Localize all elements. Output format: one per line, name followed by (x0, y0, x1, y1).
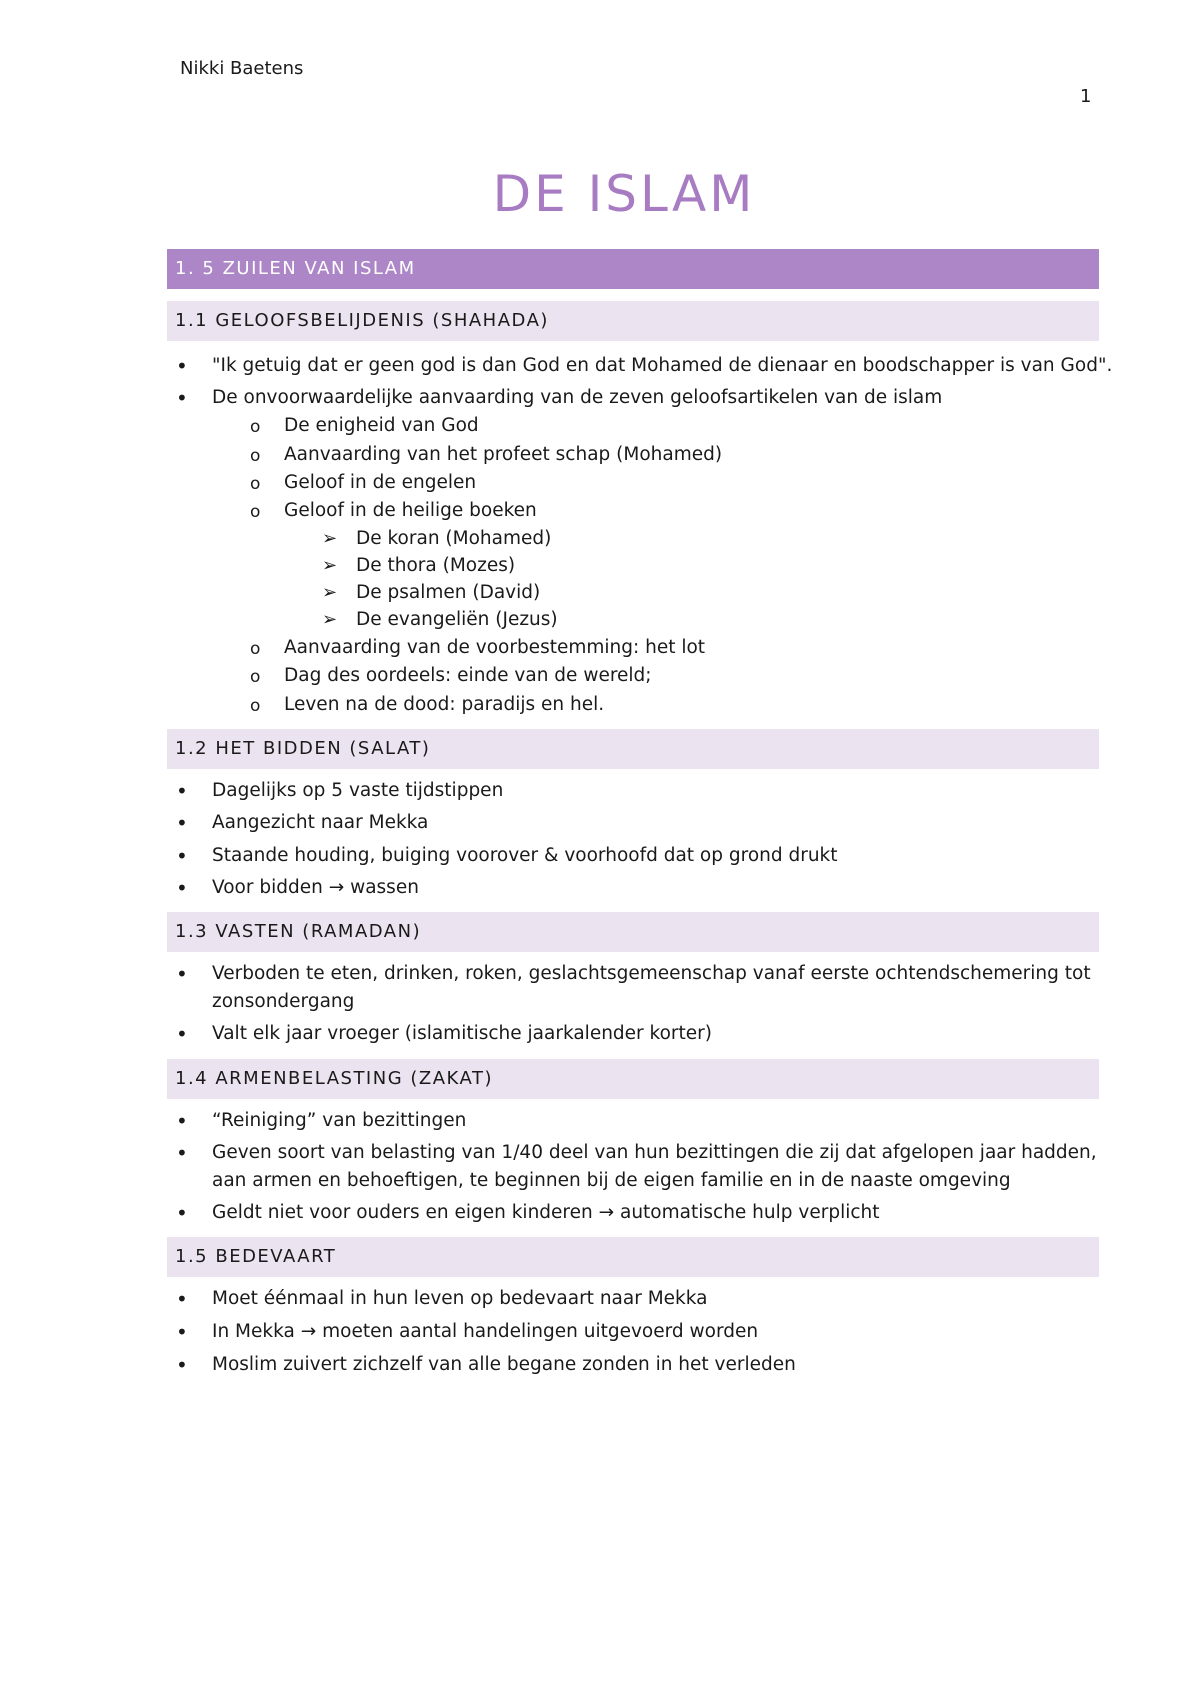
list-item: ➢ De psalmen (David) (356, 582, 540, 604)
list-item: • Valt elk jaar vroeger (islamitische jaarkalender korter) (212, 1023, 712, 1045)
list-item: o Geloof in de heilige boeken (284, 500, 537, 522)
list-item: • Geven soort van belasting van 1/40 deel van hun bezittingen die zij dat afgelopen jaar hadden, (212, 1142, 1097, 1164)
list-item: • Dagelijks op 5 vaste tijdstippen (212, 780, 503, 802)
list-item: • Voor bidden → wassen (212, 877, 419, 899)
list-item: • Staande houding, buiging voorover & voorhoofd dat op grond drukt (212, 845, 838, 867)
list-item: o Geloof in de engelen (284, 472, 476, 494)
section-heading-5-zuilen: 1. 5 ZUILEN VAN ISLAM (167, 249, 1099, 289)
list-item: o Leven na de dood: paradijs en hel. (284, 694, 604, 716)
list-item: • Aangezicht naar Mekka (212, 812, 428, 834)
list-item: • Geldt niet voor ouders en eigen kinderen → automatische hulp verplicht (212, 1202, 880, 1224)
subsection-heading-bedevaart: 1.5 BEDEVAART (167, 1237, 1099, 1277)
page-number: 1 (1080, 86, 1092, 107)
list-item: ➢ De evangeliën (Jezus) (356, 609, 558, 631)
subsection-heading-ramadan: 1.3 VASTEN (RAMADAN) (167, 912, 1099, 952)
list-item: • De onvoorwaardelijke aanvaarding van de zeven geloofsartikelen van de islam (212, 387, 942, 409)
list-item-continuation: aan armen en behoeftigen, te beginnen bij de eigen familie en in de naaste omgeving (212, 1170, 1011, 1191)
list-item-continuation: zonsondergang (212, 991, 355, 1012)
list-item: ➢ De thora (Mozes) (356, 555, 515, 577)
list-item: o Aanvaarding van de voorbestemming: het lot (284, 637, 705, 659)
list-item: • Verboden te eten, drinken, roken, geslachtsgemeenschap vanaf eerste ochtendschemering tot (212, 963, 1091, 985)
subsection-heading-salat: 1.2 HET BIDDEN (SALAT) (167, 729, 1099, 769)
subsection-heading-zakat: 1.4 ARMENBELASTING (ZAKAT) (167, 1059, 1099, 1099)
list-item: • Moslim zuivert zichzelf van alle begane zonden in het verleden (212, 1354, 796, 1376)
list-item: • "Ik getuig dat er geen god is dan God en dat Mohamed de dienaar en boodschapper is van God". (212, 355, 1112, 377)
list-item: • “Reiniging” van bezittingen (212, 1110, 466, 1132)
document-title: DE ISLAM (492, 165, 756, 223)
list-item: • In Mekka → moeten aantal handelingen uitgevoerd worden (212, 1321, 758, 1343)
list-item: o De enigheid van God (284, 415, 479, 437)
list-item: ➢ De koran (Mohamed) (356, 528, 551, 550)
list-item: o Dag des oordeels: einde van de wereld; (284, 665, 652, 687)
list-item: o Aanvaarding van het profeet schap (Mohamed) (284, 444, 722, 466)
subsection-heading-shahada: 1.1 GELOOFSBELIJDENIS (SHAHADA) (167, 301, 1099, 341)
list-item: • Moet éénmaal in hun leven op bedevaart naar Mekka (212, 1288, 707, 1310)
page-header-author: Nikki Baetens (180, 58, 304, 79)
